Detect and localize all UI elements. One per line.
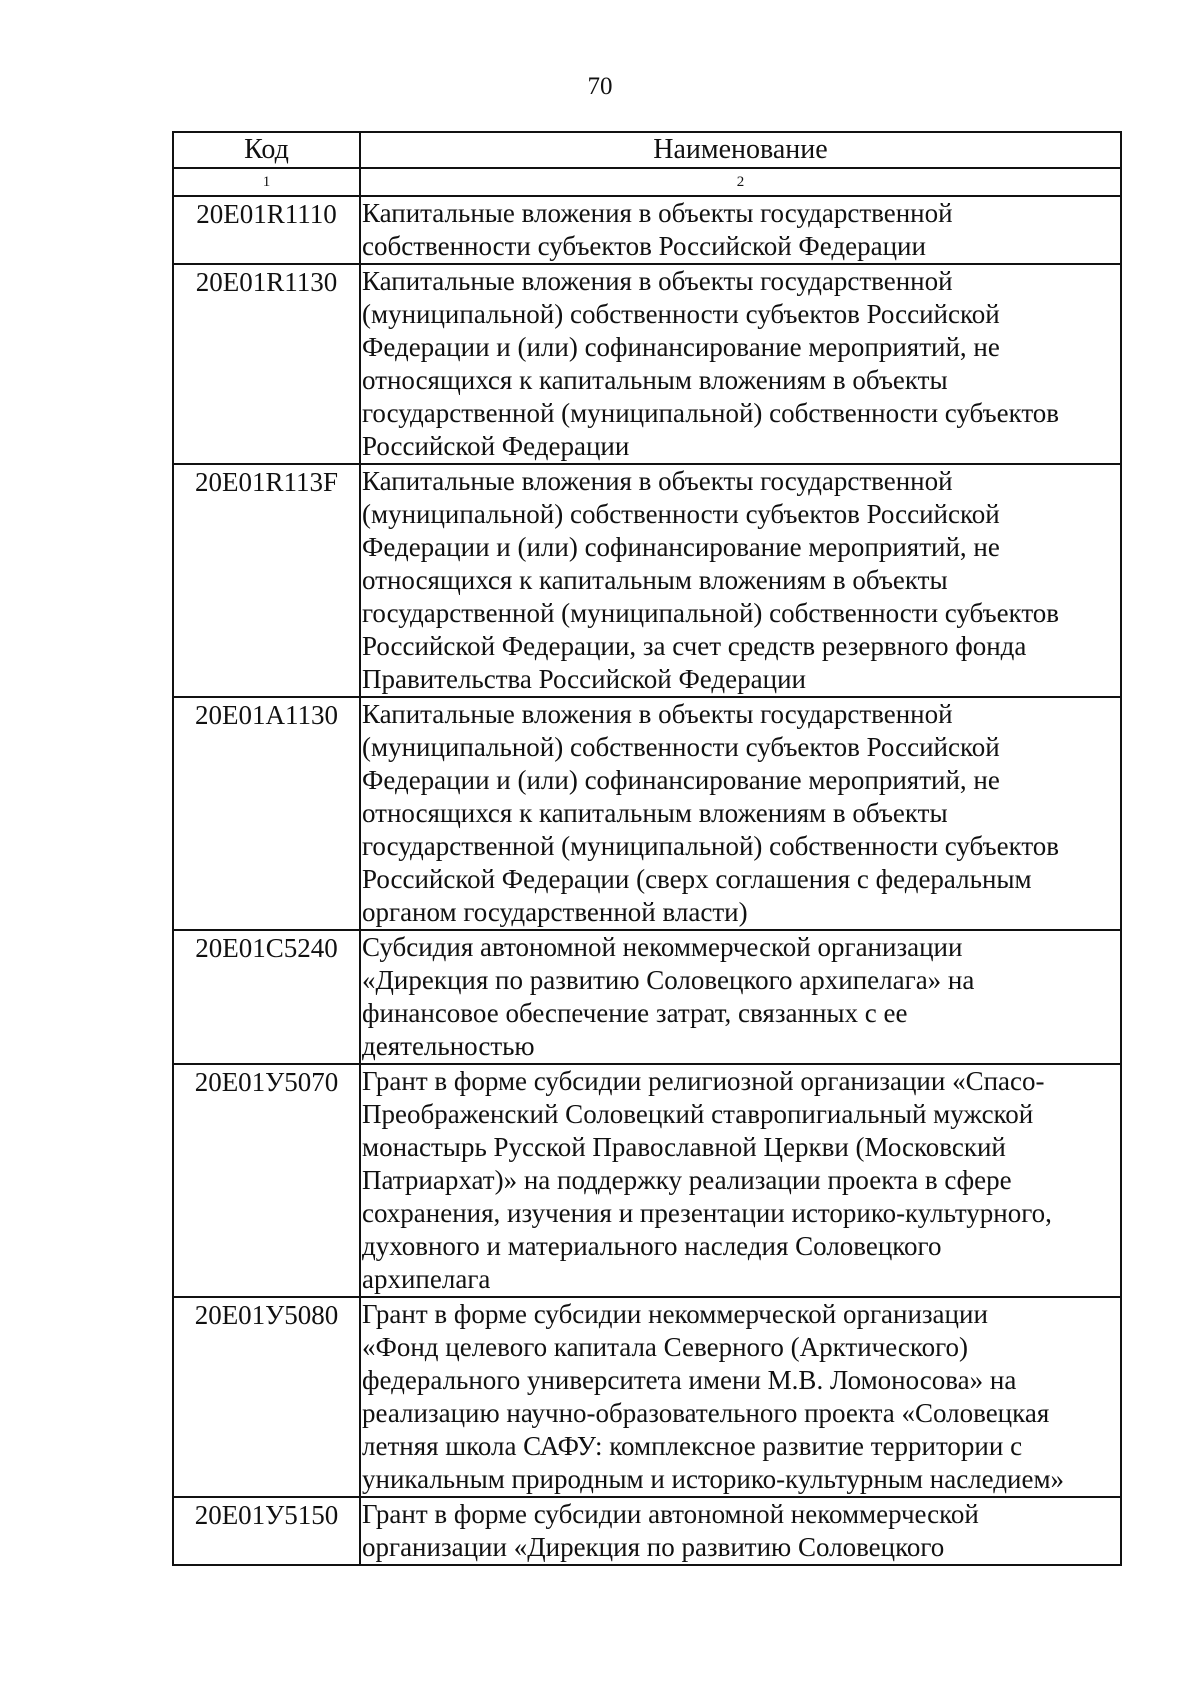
row-name-line: Российской Федерации, за счет средств резервного фонда <box>362 631 1027 661</box>
row-name-line: Грант в форме субсидии автономной некоммерческой <box>362 1499 979 1529</box>
row-name-line: государственной (муниципальной) собственности субъектов <box>362 598 1060 628</box>
row-name-line: (муниципальной) собственности субъектов Российской <box>362 732 1000 762</box>
row-name <box>360 464 1121 697</box>
row-name-line: Федерации и (или) софинансирование мероприятий, не <box>362 332 1000 362</box>
row-name <box>360 1497 1121 1565</box>
row-name-line: (муниципальной) собственности субъектов Российской <box>362 499 1000 529</box>
row-name-line: Российской Федерации <box>362 431 630 461</box>
row-name-line: организации «Дирекция по развитию Соловецкого <box>362 1532 945 1562</box>
row-name-line: государственной (муниципальной) собственности субъектов <box>362 831 1060 861</box>
row-name-line: относящихся к капитальным вложениям в объекты <box>362 365 948 395</box>
table-row <box>173 697 1121 930</box>
row-name-line: реализацию научно-образовательного проекта «Соловецкая <box>362 1398 1050 1428</box>
row-name <box>360 697 1121 930</box>
row-name-line: архипелага <box>362 1264 491 1294</box>
row-code: 20E01У5150 <box>173 1497 360 1565</box>
row-name <box>360 196 1121 264</box>
row-name-line: Капитальные вложения в объекты государственной <box>362 266 953 296</box>
row-name <box>360 1297 1121 1497</box>
header-row <box>173 132 1121 168</box>
header-code: Код <box>173 132 360 168</box>
table-body <box>173 196 1121 1565</box>
row-name-line: (муниципальной) собственности субъектов Российской <box>362 299 1000 329</box>
row-name-line: Капитальные вложения в объекты государственной <box>362 699 953 729</box>
row-name-line: Федерации и (или) софинансирование мероприятий, не <box>362 765 1000 795</box>
row-code: 20E01R1110 <box>173 196 360 264</box>
row-name <box>360 264 1121 464</box>
column-number-code: 1 <box>173 168 360 196</box>
row-name-line: финансовое обеспечение затрат, связанных с ее <box>362 998 908 1028</box>
row-name-line: органом государственной власти) <box>362 897 748 927</box>
column-number-row <box>173 168 1121 196</box>
budget-code-table <box>172 131 1122 1566</box>
row-code: 20E01A1130 <box>173 697 360 930</box>
row-code: 20E01У5070 <box>173 1064 360 1297</box>
row-name-line: духовного и материального наследия Соловецкого <box>362 1231 942 1261</box>
row-name-line: Капитальные вложения в объекты государственной <box>362 198 953 228</box>
row-name-line: Патриархат)» на поддержку реализации проекта в сфере <box>362 1165 1012 1195</box>
table-row <box>173 1297 1121 1497</box>
row-name-line: Грант в форме субсидии религиозной организации «Спасо- <box>362 1066 1045 1096</box>
page-number: 70 <box>587 73 613 100</box>
row-name-line: «Дирекция по развитию Соловецкого архипелага» на <box>362 965 975 995</box>
row-code: 20E01R113F <box>173 464 360 697</box>
row-name <box>360 930 1121 1064</box>
column-number-name: 2 <box>360 168 1121 196</box>
row-name-line: Российской Федерации (сверх соглашения с федеральным <box>362 864 1032 894</box>
row-name <box>360 1064 1121 1297</box>
table-row <box>173 1497 1121 1565</box>
row-name-line: уникальным природным и историко-культурным наследием» <box>362 1464 1065 1494</box>
row-name-line: монастырь Русской Православной Церкви (Московский <box>362 1132 1006 1162</box>
table-row <box>173 464 1121 697</box>
table-row <box>173 264 1121 464</box>
row-code: 20E01C5240 <box>173 930 360 1064</box>
row-name-line: Правительства Российской Федерации <box>362 664 806 694</box>
row-name-line: Грант в форме субсидии некоммерческой организации <box>362 1299 988 1329</box>
row-code: 20E01R1130 <box>173 264 360 464</box>
row-name-line: собственности субъектов Российской Федерации <box>362 231 926 261</box>
row-name-line: государственной (муниципальной) собственности субъектов <box>362 398 1060 428</box>
row-name-line: Субсидия автономной некоммерческой организации <box>362 932 963 962</box>
table-row <box>173 196 1121 264</box>
row-name-line: относящихся к капитальным вложениям в объекты <box>362 565 948 595</box>
header-name: Наименование <box>360 132 1121 168</box>
row-name-line: «Фонд целевого капитала Северного (Арктического) <box>362 1332 969 1362</box>
row-name-line: относящихся к капитальным вложениям в объекты <box>362 798 948 828</box>
row-name-line: деятельностью <box>362 1031 535 1061</box>
row-code: 20E01У5080 <box>173 1297 360 1497</box>
row-name-line: федерального университета имени М.В. Ломоносова» на <box>362 1365 1017 1395</box>
row-name-line: сохранения, изучения и презентации историко-культурного, <box>362 1198 1052 1228</box>
table-row <box>173 930 1121 1064</box>
row-name-line: Капитальные вложения в объекты государственной <box>362 466 953 496</box>
row-name-line: летняя школа САФУ: комплексное развитие территории с <box>362 1431 1023 1461</box>
row-name-line: Преображенский Соловецкий ставропигиальный мужской <box>362 1099 1034 1129</box>
row-name-line: Федерации и (или) софинансирование мероприятий, не <box>362 532 1000 562</box>
table-row <box>173 1064 1121 1297</box>
